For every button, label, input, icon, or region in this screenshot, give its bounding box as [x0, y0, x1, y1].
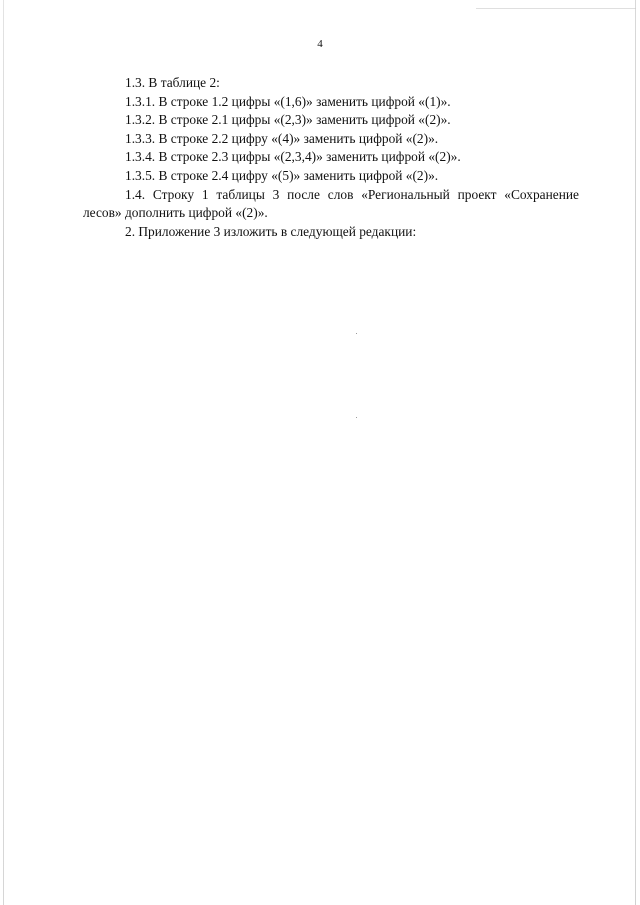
- scan-speck: [356, 333, 357, 334]
- paragraph-1-4: 1.4. Строку 1 таблицы 3 после слов «Региональный проект «Сохранение лесов» дополнить цифрой «(2)».: [83, 186, 579, 221]
- scan-edge-right: [635, 0, 636, 905]
- paragraph-1-3: 1.3. В таблице 2:: [125, 75, 220, 90]
- paragraph-1-3-3: 1.3.3. В строке 2.2 цифру «(4)» заменить цифрой «(2)».: [125, 130, 439, 146]
- paragraph-1-3-2: 1.3.2. В строке 2.1 цифры «(2,3)» заменить цифрой «(2)».: [125, 112, 451, 128]
- paragraph-2: 2. Приложение 3 изложить в следующей редакции:: [125, 223, 417, 239]
- page-number: 4: [317, 38, 323, 50]
- scan-speck: [356, 417, 357, 418]
- paragraph-1-3-1: 1.3.1. В строке 1.2 цифры «(1,6)» заменить цифрой «(1)».: [125, 93, 451, 109]
- paragraph-1-3-4: 1.3.4. В строке 2.3 цифры «(2,3,4)» заменить цифрой «(2)».: [125, 149, 461, 165]
- document-body: [83, 74, 579, 241]
- scan-edge-left: [3, 0, 4, 905]
- paragraph-1-3-5: 1.3.5. В строке 2.4 цифру «(5)» заменить цифрой «(2)».: [125, 167, 439, 183]
- scan-edge-top: [476, 8, 636, 9]
